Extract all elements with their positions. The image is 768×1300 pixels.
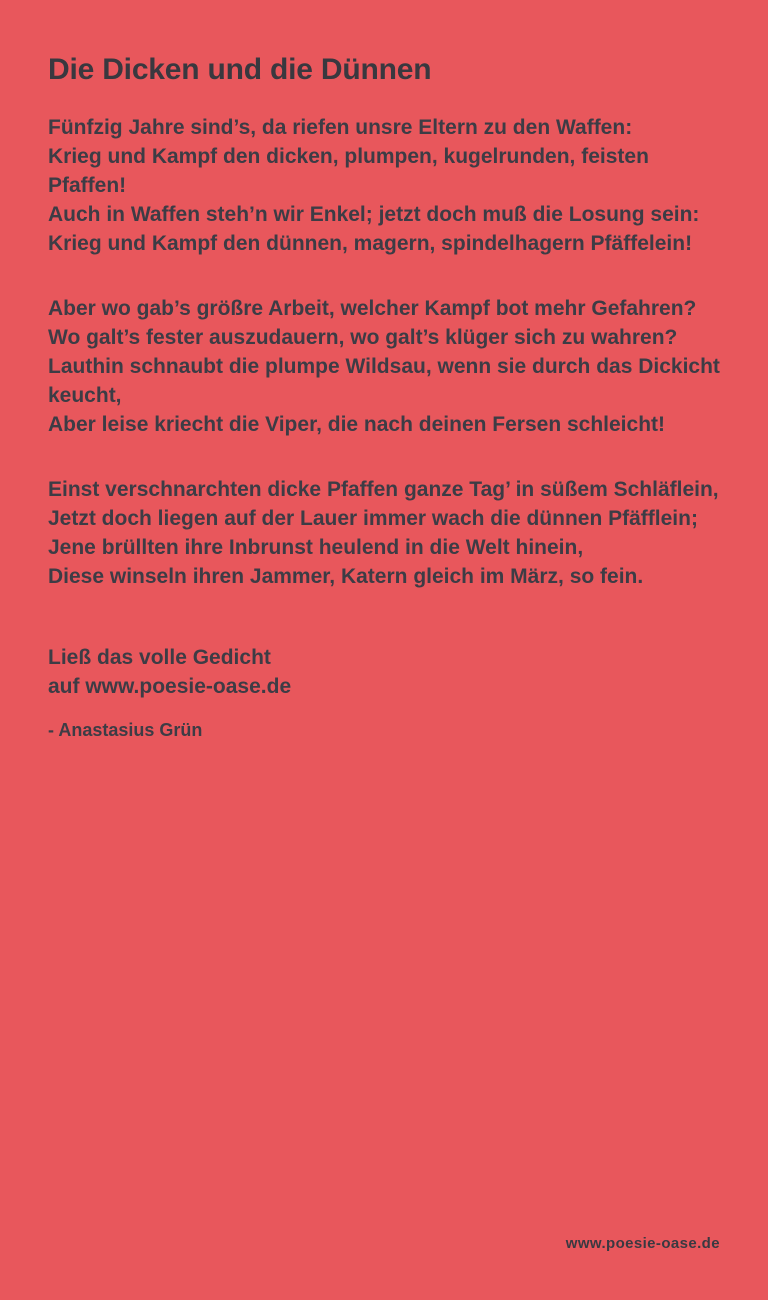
closing-call-to-action [48, 644, 720, 741]
poem-line: Aber leise kriecht die Viper, die nach deinen Fersen schleicht! [48, 412, 666, 436]
poem-line: Wo galt’s fester auszudauern, wo galt’s klüger sich zu wahren? [48, 325, 678, 349]
poem-line: Auch in Waffen steh’n wir Enkel; jetzt doch muß die Losung sein: [48, 202, 700, 226]
stanza-3 [48, 476, 720, 592]
poem-line: Jene brüllten ihre Inbrunst heulend in die Welt hinein, [48, 535, 584, 559]
poem-line: Diese winseln ihren Jammer, Katern gleich im März, so fein. [48, 564, 644, 588]
poem-line: Krieg und Kampf den dicken, plumpen, kugelrunden, feisten Pfaffen! [48, 144, 649, 197]
poem-line: Einst verschnarchten dicke Pfaffen ganze Tag’ in süßem Schläflein, [48, 477, 719, 501]
closing-line: Ließ das volle Gedicht [48, 645, 271, 669]
site-footer-url[interactable]: www.poesie-oase.de [565, 1235, 720, 1252]
closing-line-url[interactable]: auf www.poesie-oase.de [48, 674, 292, 698]
stanza-1 [48, 114, 720, 259]
page-title: Die Dicken und die Dünnen [48, 53, 432, 86]
poem-line: Aber wo gab’s größre Arbeit, welcher Kampf bot mehr Gefahren? [48, 296, 697, 320]
poem-author: - Anastasius Grün [48, 719, 203, 740]
poem-line: Krieg und Kampf den dünnen, magern, spindelhagern Pfäffelein! [48, 231, 693, 255]
poem-line: Lauthin schnaubt die plumpe Wildsau, wenn sie durch das Dickicht keucht, [48, 354, 720, 407]
poem-line: Fünfzig Jahre sind’s, da riefen unsre Eltern zu den Waffen: [48, 116, 633, 139]
stanza-2 [48, 295, 720, 440]
poem-line: Jetzt doch liegen auf der Lauer immer wach die dünnen Pfäfflein; [48, 506, 698, 530]
